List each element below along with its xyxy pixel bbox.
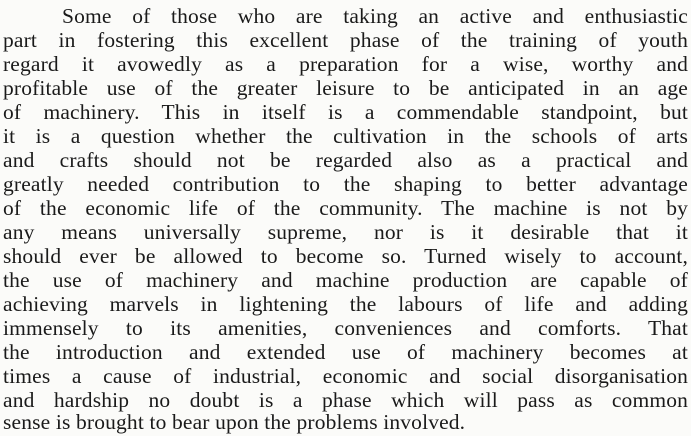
- text-line: immensely to its amenities, conveniences and comforts. That: [3, 316, 688, 340]
- text-line: and crafts should not be regarded also as a practical and: [3, 148, 688, 172]
- text-line: and hardship no doubt is a phase which will pass as common: [3, 388, 688, 412]
- text-line: should ever be allowed to become so. Turned wisely to account,: [3, 244, 688, 268]
- text-line: the use of machinery and machine production are capable of: [3, 268, 688, 292]
- text-line: greatly needed contribution to the shaping to better advantage: [3, 172, 688, 196]
- text-line: any means universally supreme, nor is it desirable that it: [3, 220, 688, 244]
- text-line: Some of those who are taking an active and enthusiastic: [62, 4, 688, 28]
- text-line: achieving marvels in lightening the labours of life and adding: [3, 292, 688, 316]
- text-line: it is a question whether the cultivation in the schools of arts: [3, 124, 688, 148]
- text-line: profitable use of the greater leisure to be anticipated in an age: [3, 76, 688, 100]
- text-line: of the economic life of the community. The machine is not by: [3, 196, 688, 220]
- text-line: part in fostering this excellent phase of the training of youth: [3, 28, 688, 52]
- text-line: of machinery. This in itself is a commendable standpoint, but: [3, 100, 688, 124]
- text-line: regard it avowedly as a preparation for a wise, worthy and: [3, 52, 688, 76]
- text-line: the introduction and extended use of machinery becomes at: [3, 340, 688, 364]
- text-line: times a cause of industrial, economic and social disorganisation: [3, 364, 688, 388]
- text-line: sense is brought to bear upon the problems involved.: [3, 410, 466, 434]
